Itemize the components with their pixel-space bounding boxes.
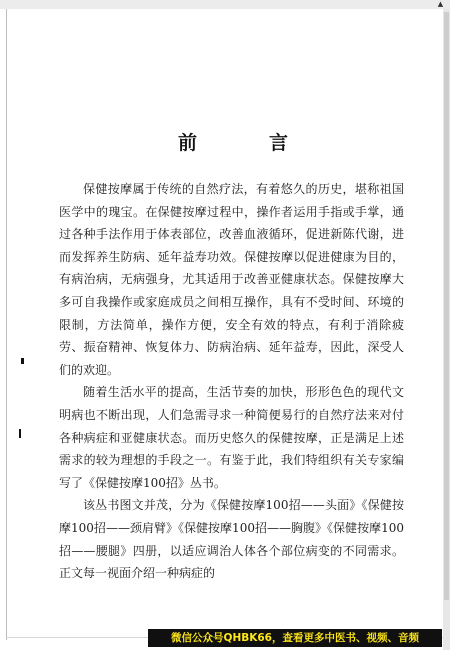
- paragraph: 该丛书图文并茂，分为《保健按摩100招——头面》《保健按摩100招——颈肩臂》《保健按摩100招——胸腹》《保健按摩100招——腰腿》四册，以适应调治人体各个部位病变的不同需求。正文每一视面介绍一种病症的: [59, 498, 404, 581]
- page-title: [178, 128, 288, 155]
- scrollbar-thumb[interactable]: [444, 12, 449, 600]
- wechat-promo-banner: 微信公众号QHBK66，查看更多中医书、视频、音频: [148, 629, 442, 647]
- title-char: 言: [268, 132, 288, 154]
- title-char: 前: [178, 132, 198, 154]
- paragraph: 随着生活水平的提高，生活节奏的加快，形形色色的现代文明病也不断出现，人们急需寻求一种简便易行的自然疗法来对付各种病症和亚健康状态。而历史悠久的保健按摩，正是满足上述需求的较为理想的手段之一。有鉴于此，我们特组织有关专家编写了《保健按摩100招》丛书。: [59, 385, 404, 490]
- scroll-up-icon[interactable]: ▲: [437, 0, 444, 8]
- viewer-top-bar: [0, 0, 450, 9]
- paragraph: 保健按摩属于传统的自然疗法，有着悠久的历史，堪称祖国医学中的瑰宝。在保健按摩过程中，操作者运用手指或手掌，通过各种手法作用于体表部位，改善血液循环，促进新陈代谢，进而发挥养生防病、延年益寿功效。保健按摩以促进健康为目的，有病治病，无病强身，尤其适用于改善亚健康状态。保健按摩大多可自我操作或家庭成员之间相互操作，具有不受时间、环境的限制，方法简单，操作方便，安全有效的特点，有利于消除疲劳、振奋精神、恢复体力、防病治病、延年益寿，因此，深受人们的欢迎。: [59, 182, 404, 377]
- page-left-edge: [6, 9, 7, 640]
- margin-mark: [21, 358, 24, 364]
- preface-body: [59, 178, 404, 585]
- margin-mark: [19, 429, 21, 438]
